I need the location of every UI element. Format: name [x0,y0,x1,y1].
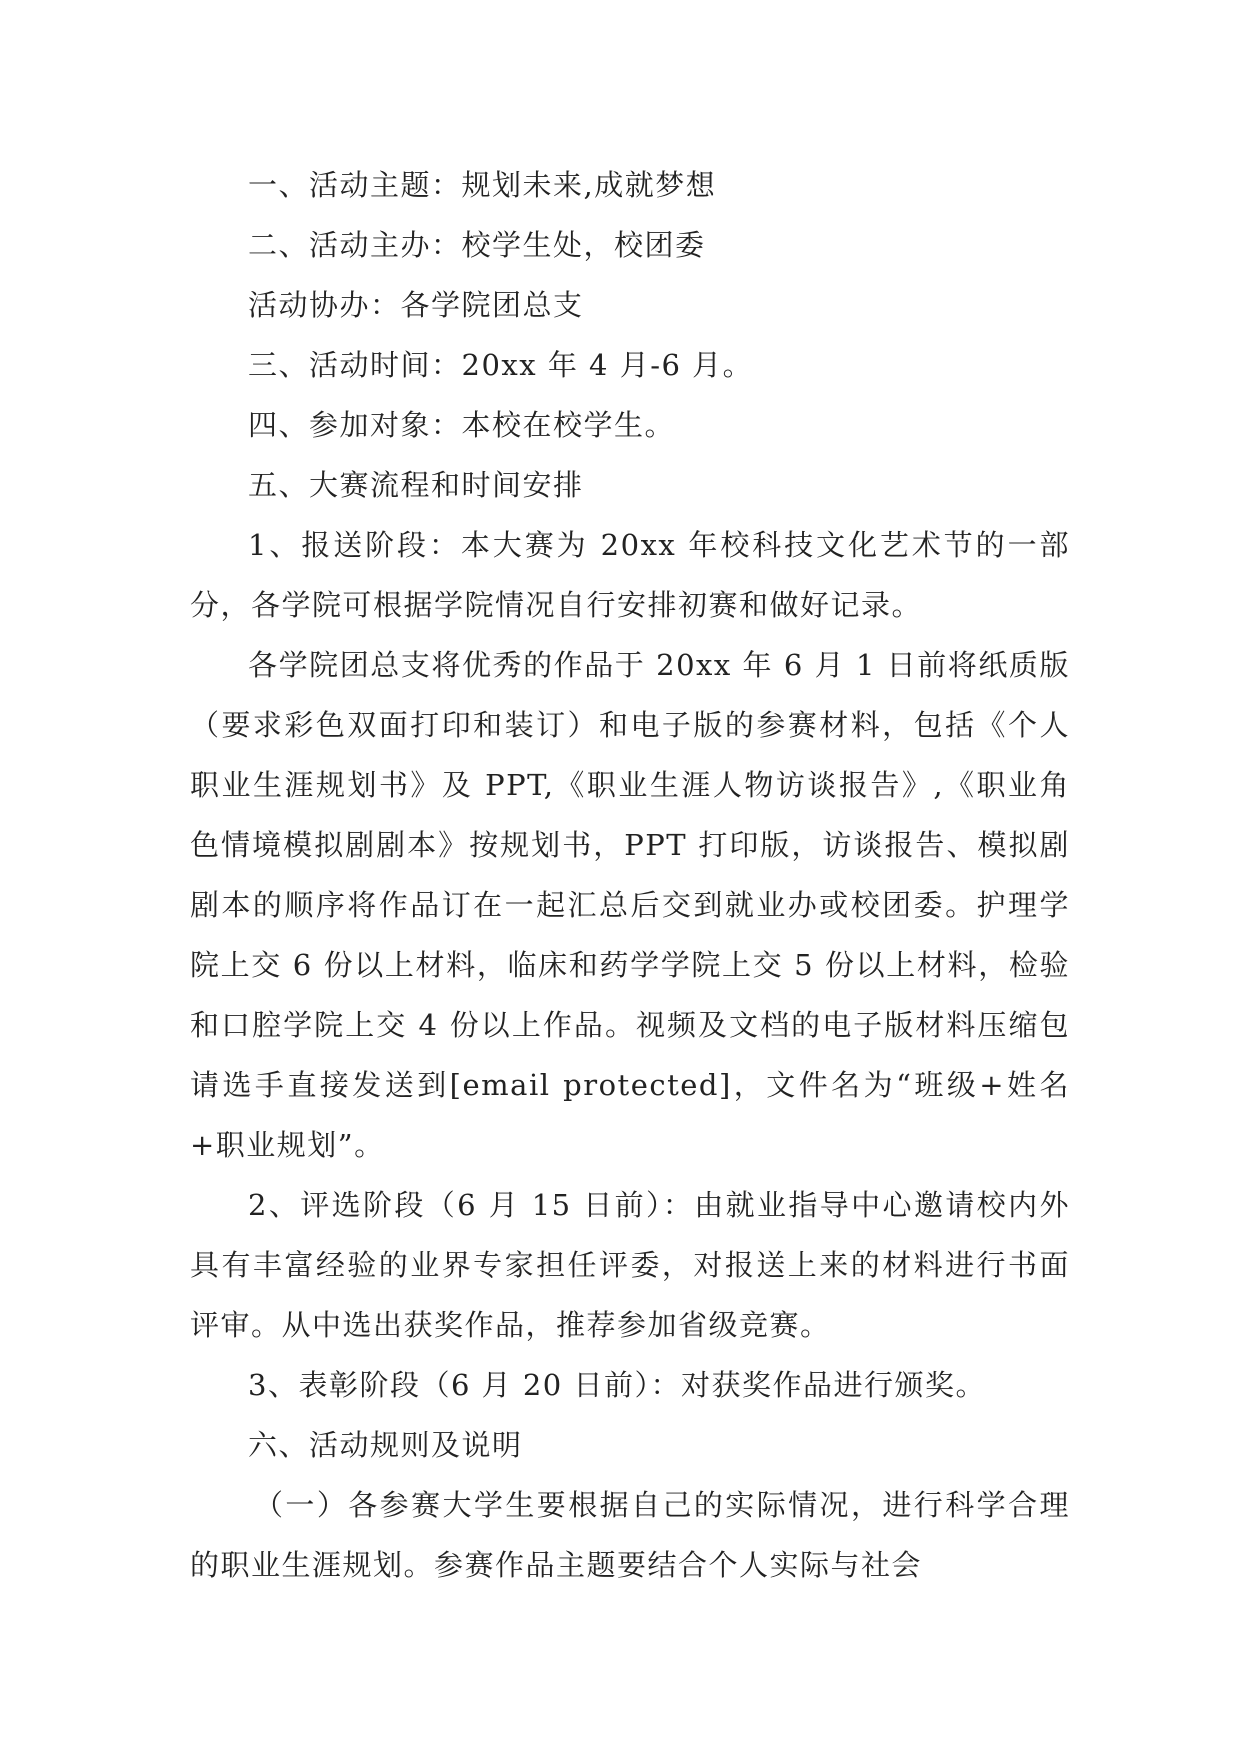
document-page [190,155,1070,1595]
paragraph-activity-theme: 一、活动主题：规划未来,成就梦想 [248,168,717,202]
paragraph-rule-one: （一）各参赛大学生要根据自己的实际情况，进行科学合理的职业生涯规划。参赛作品主题要结合个人实际与社会 [190,1488,1070,1582]
paragraph-selection-stage: 2、评选阶段（6 月 15 日前）：由就业指导中心邀请校内外具有丰富经验的业界专家担任评委，对报送上来的材料进行书面评审。从中选出获奖作品，推荐参加省级竞赛。 [190,1188,1070,1342]
paragraph-rules-heading: 六、活动规则及说明 [248,1428,523,1462]
paragraph-submission-stage: 1、报送阶段：本大赛为 20xx 年校科技文化艺术节的一部分，各学院可根据学院情况自行安排初赛和做好记录。 [190,528,1070,622]
paragraph-award-stage: 3、表彰阶段（6 月 20 日前）：对获奖作品进行颁奖。 [248,1368,986,1402]
paragraph-activity-co-organizer: 活动协办：各学院团总支 [248,288,584,322]
paragraph-submission-details: 各学院团总支将优秀的作品于 20xx 年 6 月 1 日前将纸质版（要求彩色双面打印和装订）和电子版的参赛材料，包括《个人职业生涯规划书》及 PPT,《职业生涯人物访谈报告》,《职业角色情境模拟剧剧本》按规划书，PPT 打印版，访谈报告、模拟剧剧本的顺序将作品订在一起汇总后交到就业办或校团委。护理学院上交 6 份以上材料，临床和药学学院上交 5 份以上材料，检验和口腔学院上交 4 份以上作品。视频及文档的电子版材料压缩包请选手直接发送到[email protected]，文件名为“班级+姓名+职业规划”。 [190,648,1070,1162]
paragraph-activity-time: 三、活动时间：20xx 年 4 月-6 月。 [248,348,754,382]
paragraph-process-heading: 五、大赛流程和时间安排 [248,468,584,502]
paragraph-activity-organizer: 二、活动主办：校学生处，校团委 [248,228,706,262]
paragraph-participants: 四、参加对象：本校在校学生。 [248,408,676,442]
